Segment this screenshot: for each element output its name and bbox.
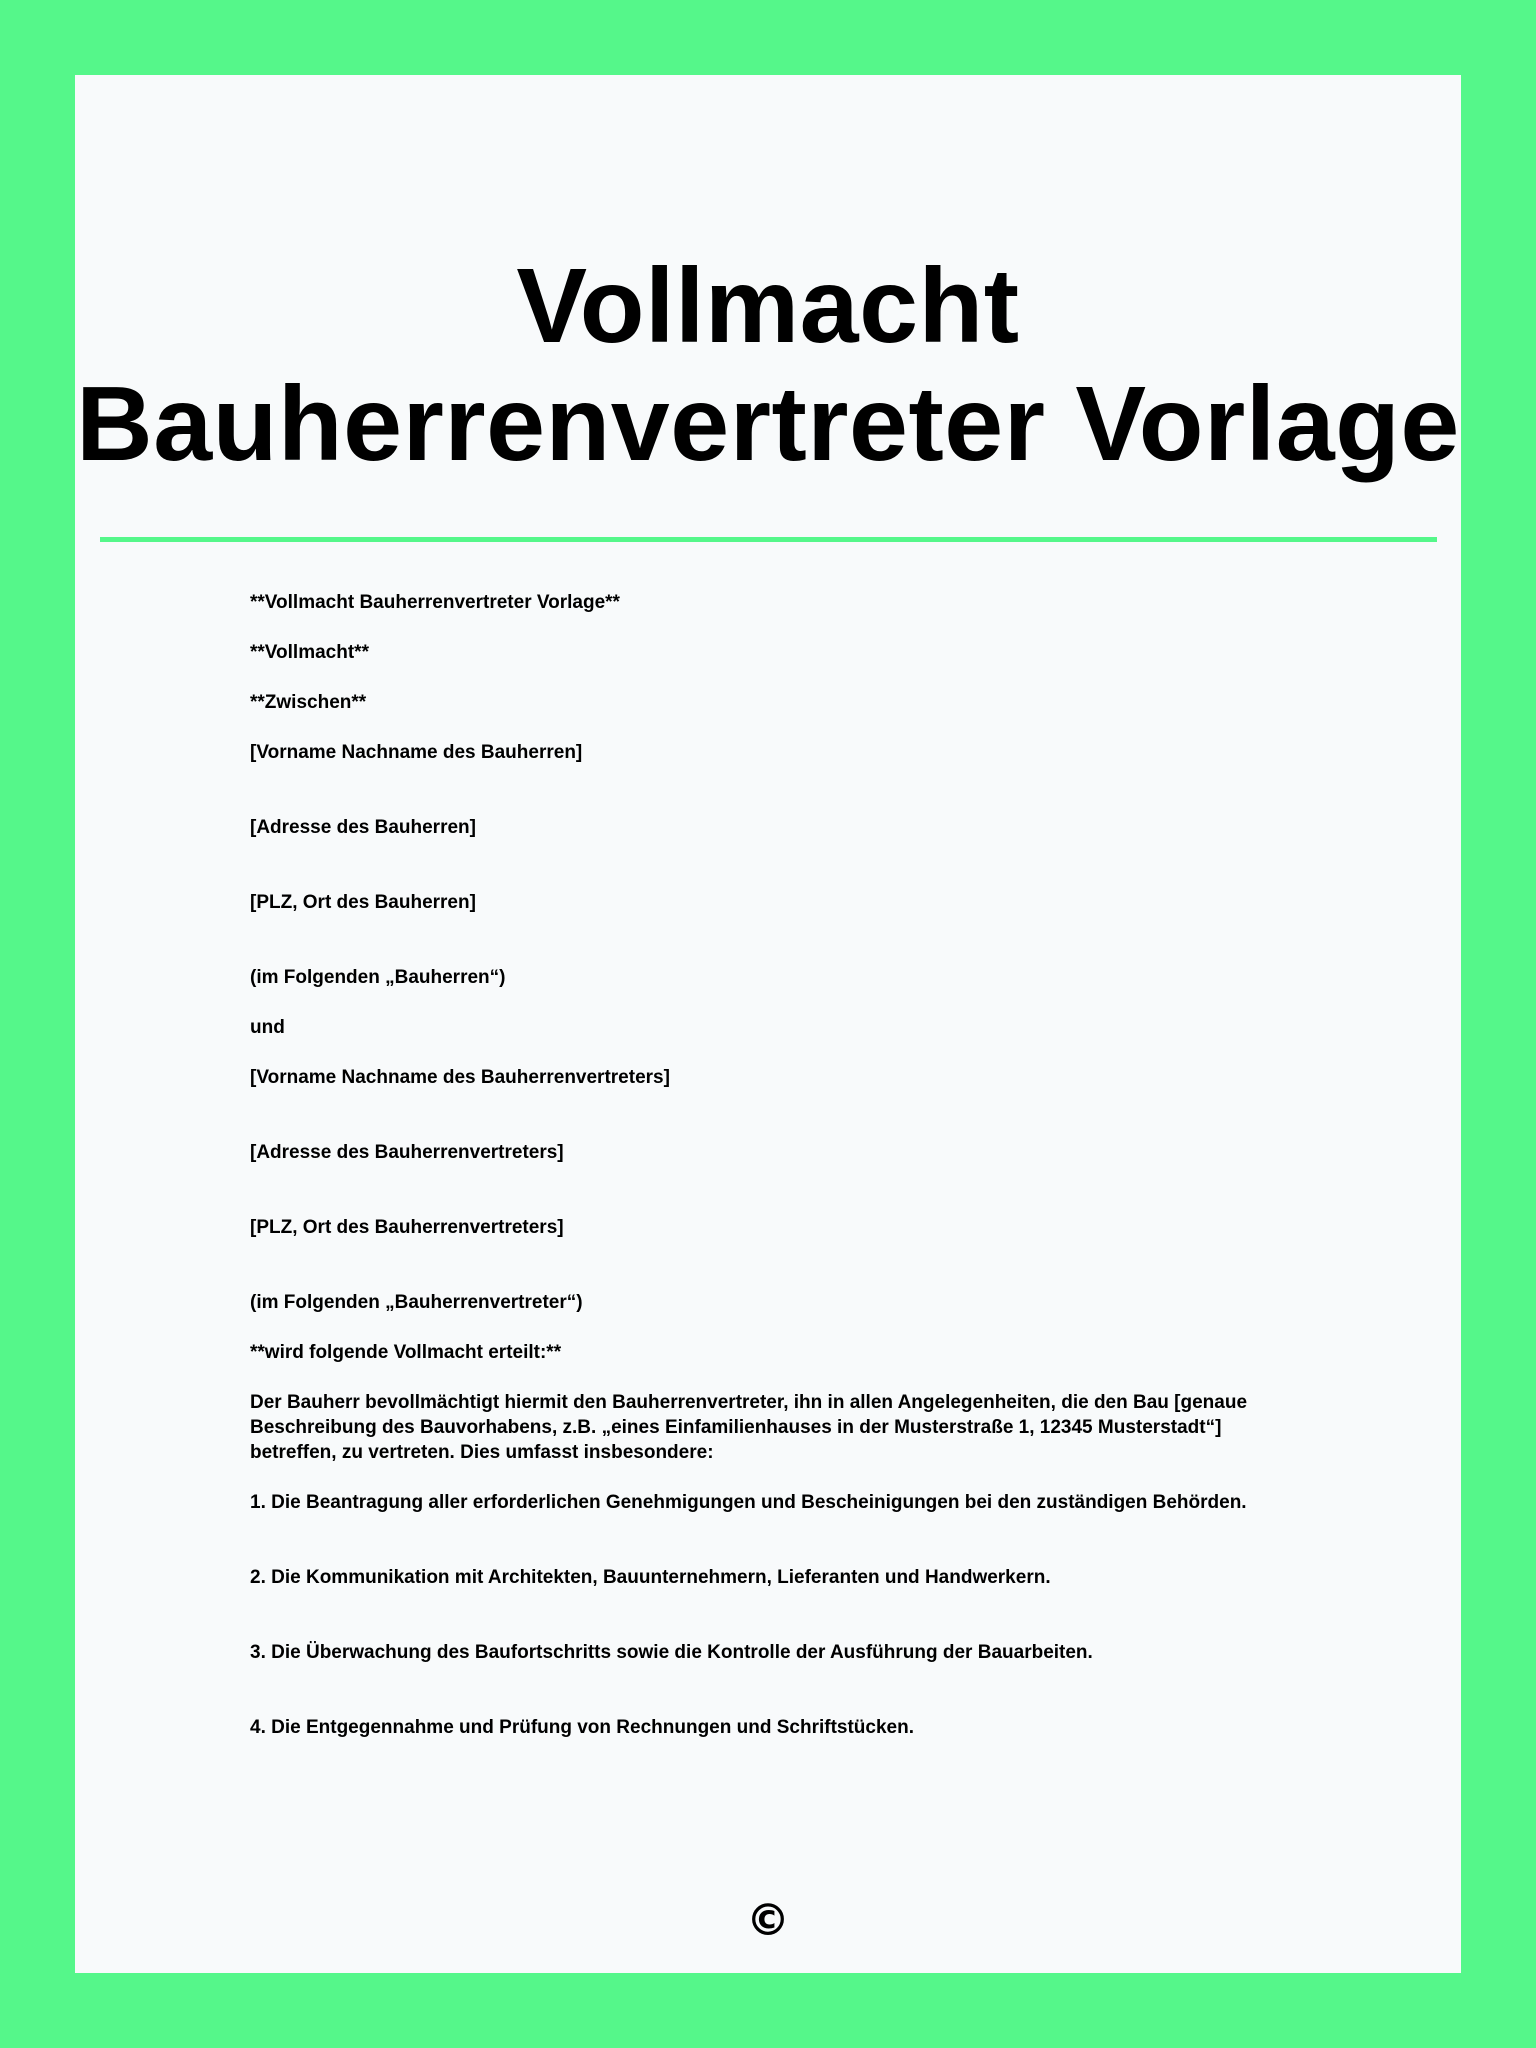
owner-name-placeholder: [Vorname Nachname des Bauherren]: [250, 742, 583, 763]
owner-city-placeholder: [PLZ, Ort des Bauherren]: [250, 892, 476, 913]
granted-label: **wird folgende Vollmacht erteilt:**: [250, 1342, 562, 1363]
body-heading: **Vollmacht Bauherrenvertreter Vorlage**: [250, 592, 620, 613]
owner-address-placeholder: [Adresse des Bauherren]: [250, 817, 476, 838]
rep-address-placeholder: [Adresse des Bauherrenvertreters]: [250, 1142, 564, 1163]
rep-city-placeholder: [PLZ, Ort des Bauherrenvertreters]: [250, 1217, 564, 1238]
list-item: 4. Die Entgegennahme und Prüfung von Rechnungen und Schriftstücken.: [250, 1717, 914, 1738]
owner-alias: (im Folgenden „Bauherren“): [250, 967, 506, 988]
zwischen-label: **Zwischen**: [250, 692, 367, 713]
title-line-1: Vollmacht: [516, 247, 1020, 365]
list-item: 1. Die Beantragung aller erforderlichen Genehmigungen und Bescheinigungen bei den zuständigen Behörden.: [250, 1492, 1247, 1513]
document-page: [75, 75, 1461, 1973]
copyright-icon: ©: [746, 1895, 790, 1946]
document-title: [75, 247, 1461, 483]
rep-name-placeholder: [Vorname Nachname des Bauherrenvertreters]: [250, 1067, 670, 1088]
title-line-2: Bauherrenvertreter Vorlage: [76, 365, 1460, 483]
title-divider: [100, 537, 1437, 542]
list-item: 2. Die Kommunikation mit Architekten, Bauunternehmern, Lieferanten und Handwerkern.: [250, 1567, 1051, 1588]
und-label: und: [250, 1017, 285, 1038]
authorization-paragraph: Der Bauherr bevollmächtigt hiermit den Bauherrenvertreter, ihn in allen Angelegenheiten, die den Bau [genaue Beschreibung des Bauvorhabens, z.B. „eines Einfamilienhauses in der Musterstraße 1, 12345 Musterstadt“] betreffen, zu vertreten. Dies umfasst insbesondere:: [250, 1392, 1248, 1463]
vollmacht-label: **Vollmacht**: [250, 642, 369, 663]
rep-alias: (im Folgenden „Bauherrenvertreter“): [250, 1292, 583, 1313]
document-body: [250, 590, 1310, 1740]
list-item: 3. Die Überwachung des Baufortschritts sowie die Kontrolle der Ausführung der Bauarbeiten.: [250, 1642, 1093, 1663]
